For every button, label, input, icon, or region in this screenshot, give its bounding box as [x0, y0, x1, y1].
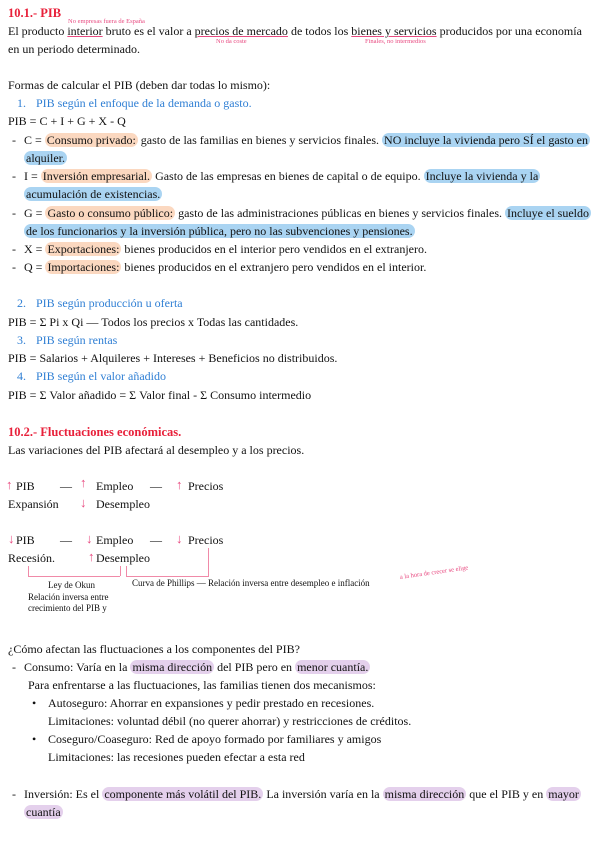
dash: — [150, 533, 162, 547]
recesion-pib: PIB [16, 533, 35, 547]
phillips-bracket-bottom [126, 576, 208, 577]
okun-desc-2: crecimiento del PIB y [28, 603, 107, 613]
method-3-heading: PIB según rentas [36, 333, 118, 347]
item-importaciones: Q = Importaciones: bienes producidos en el extranjero pero vendidos en el interior. [24, 260, 427, 274]
recesion-desempleo: Desempleo [96, 551, 150, 565]
method-4-number: 4. [17, 369, 26, 383]
formula-4: PIB = Σ Valor añadido = Σ Valor final - Σ Consumo intermedio [8, 388, 312, 402]
item-exportaciones: X = Exportaciones: bienes producidos en el interior pero vendidos en el extranjero. [24, 242, 427, 256]
okun-title: Ley de Okun [48, 580, 95, 590]
down-arrow-icon: ↓ [176, 531, 183, 546]
coseguro: Coseguro/Coaseguro: Red de apoyo formado por familiares y amigos [48, 732, 382, 746]
up-arrow-icon: ↑ [6, 477, 13, 492]
item-x-bullet: - [12, 242, 16, 256]
okun-bracket-left [28, 566, 29, 576]
method-1-heading: PIB según el enfoque de la demanda o gasto. [36, 96, 252, 110]
coseguro-limitaciones: Limitaciones: las recesiones pueden efectar a esta red [48, 750, 305, 764]
item-c-bullet: - [12, 133, 16, 147]
formula-2: PIB = Σ Pi x Qi — Todos los precios x Todas las cantidades. [8, 315, 299, 329]
fluctuaciones-question: ¿Cómo afectan las fluctuaciones a los componentes del PIB? [8, 642, 300, 656]
formas-calculo: Formas de calcular el PIB (deben dar todas lo mismo): [8, 78, 271, 92]
recesion-precios: Precios [188, 533, 224, 547]
expansion-precios: Precios [188, 479, 224, 493]
annotation-interior: No empresas fuera de España [68, 18, 145, 25]
phillips-annotation: a la hora de crecer se elige [399, 564, 469, 581]
item-inversion-empresarial: I = Inversión empresarial. Gasto de las empresas en bienes de capital o de equipo. Incluye la vivienda y la acumulación de existencias. [24, 169, 539, 201]
down-arrow-icon: ↓ [86, 531, 93, 546]
section-title-fluctuaciones: 10.2.- Fluctuaciones económicas. [8, 425, 182, 439]
dash: — [150, 479, 162, 493]
down-arrow-icon: ↓ [80, 495, 87, 510]
item-gasto-publico: G = Gasto o consumo público: gasto de las administraciones públicas en bienes y servicios finales. Incluye el sueldo de los funcionarios y la inversión pública, pero no las subvenciones y pensiones. [24, 206, 589, 238]
annotation-precios: No da coste [216, 38, 247, 45]
method-2-number: 2. [17, 296, 26, 310]
phillips-bracket-right [208, 548, 209, 577]
section-title-pib: 10.1.- PIB [8, 6, 62, 20]
item-g-bullet: - [12, 206, 16, 220]
autoseguro-dot: • [32, 696, 37, 710]
method-1-number: 1. [17, 96, 26, 110]
expansion-label: Expansión [8, 497, 59, 511]
expansion-pib: PIB [16, 479, 35, 493]
item-consumo-privado: C = Consumo privado: gasto de las familias en bienes y servicios finales. NO incluye la vivienda pero SÍ el gasto en alquiler. [24, 133, 588, 165]
down-arrow-icon: ↓ [8, 531, 15, 546]
recesion-label: Recesión. [8, 551, 55, 565]
method-2-heading: PIB según producción u oferta [36, 296, 183, 310]
formula-1: PIB = C + I + G + X - Q [8, 114, 126, 128]
coseguro-dot: • [32, 732, 37, 746]
phillips-curve: Curva de Phillips — Relación inversa entre desempleo e inflación [132, 578, 370, 588]
familias-mecanismos: Para enfrentarse a las fluctuaciones, las familias tienen dos mecanismos: [28, 678, 376, 692]
inversion-line: Inversión: Es el componente más volátil del PIB. La inversión varía en la misma dirección que el PIB y en mayor cuantía [24, 787, 579, 819]
consumo-bullet: - [12, 660, 16, 674]
expansion-empleo: Empleo [96, 479, 134, 493]
okun-desc-1: Relación inversa entre [28, 592, 109, 602]
recesion-empleo: Empleo [96, 533, 134, 547]
inversion-bullet: - [12, 787, 16, 801]
up-arrow-icon: ↑ [176, 477, 183, 492]
okun-bracket-bottom [28, 576, 120, 577]
up-arrow-icon: ↑ [80, 475, 87, 490]
pib-definition: El producto interior bruto es el valor a precios de mercado de todos los bienes y servicios producidos por una economía en un periodo determinado. [8, 24, 582, 56]
autoseguro: Autoseguro: Ahorrar en expansiones y pedir prestado en recesiones. [48, 696, 375, 710]
dash: — [60, 533, 72, 547]
up-arrow-icon: ↑ [88, 549, 95, 564]
method-4-heading: PIB según el valor añadido [36, 369, 166, 383]
item-q-bullet: - [12, 260, 16, 274]
item-i-bullet: - [12, 169, 16, 183]
autoseguro-limitaciones: Limitaciones: voluntad débil (no querer ahorrar) y restricciones de créditos. [48, 714, 412, 728]
method-3-number: 3. [17, 333, 26, 347]
consumo-line: Consumo: Varía en la misma dirección del PIB pero en menor cuantía. [24, 660, 369, 674]
dash: — [60, 479, 72, 493]
annotation-bienes: Finales, no intermedios [365, 38, 426, 45]
okun-bracket-right [120, 566, 121, 576]
expansion-desempleo: Desempleo [96, 497, 150, 511]
fluctuaciones-intro: Las variaciones del PIB afectará al desempleo y a los precios. [8, 443, 305, 457]
formula-3: PIB = Salarios + Alquileres + Intereses + Beneficios no distribuidos. [8, 351, 338, 365]
phillips-bracket-left [126, 566, 127, 576]
